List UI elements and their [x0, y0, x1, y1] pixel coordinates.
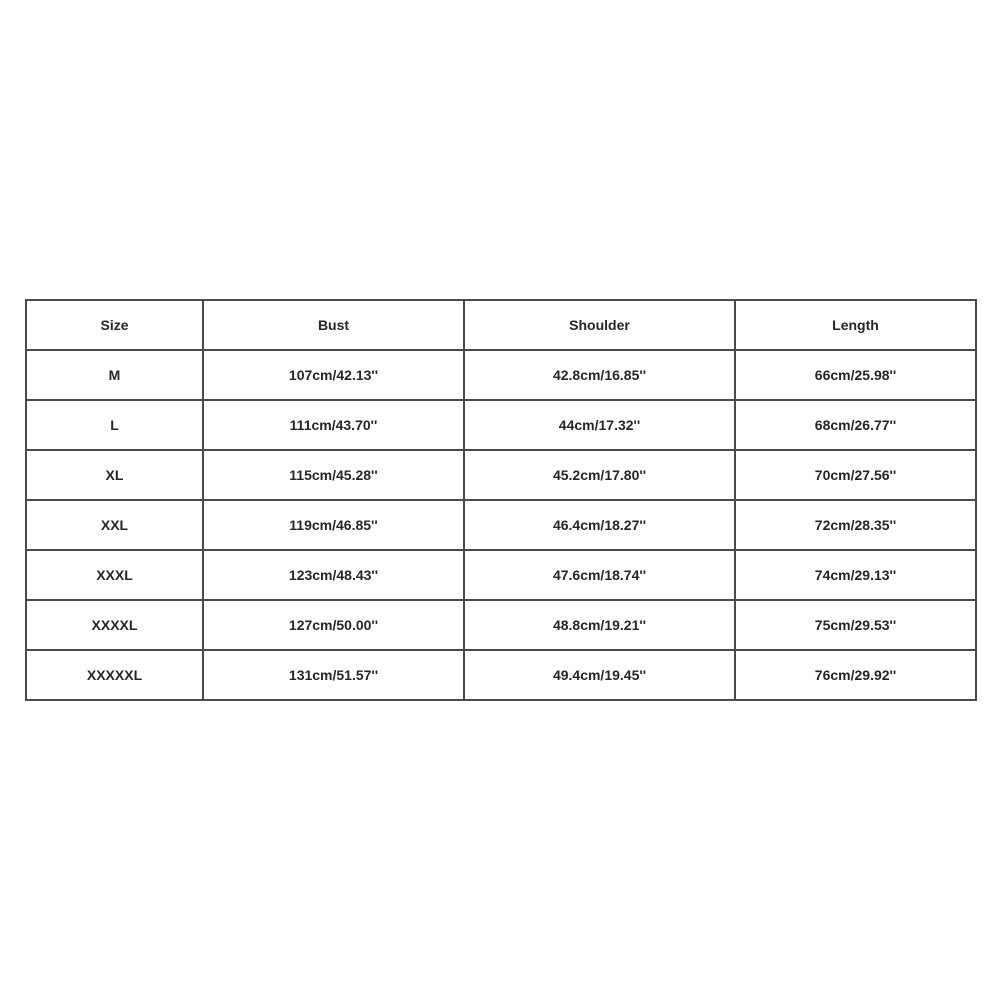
cell-size: XXL — [26, 500, 203, 550]
table-row — [26, 350, 976, 400]
cell-shoulder: 48.8cm/19.21'' — [464, 600, 735, 650]
cell-bust: 115cm/45.28'' — [203, 450, 464, 500]
table-header-row — [26, 300, 976, 350]
cell-size: M — [26, 350, 203, 400]
table-row — [26, 550, 976, 600]
cell-bust: 127cm/50.00'' — [203, 600, 464, 650]
table-row — [26, 400, 976, 450]
table-row — [26, 450, 976, 500]
cell-length: 72cm/28.35'' — [735, 500, 976, 550]
cell-length: 76cm/29.92'' — [735, 650, 976, 700]
header-size: Size — [26, 300, 203, 350]
table-row — [26, 600, 976, 650]
cell-bust: 123cm/48.43'' — [203, 550, 464, 600]
cell-length: 74cm/29.13'' — [735, 550, 976, 600]
cell-shoulder: 46.4cm/18.27'' — [464, 500, 735, 550]
header-shoulder: Shoulder — [464, 300, 735, 350]
table-row — [26, 650, 976, 700]
size-chart-table — [25, 299, 977, 701]
header-length: Length — [735, 300, 976, 350]
header-bust: Bust — [203, 300, 464, 350]
cell-length: 66cm/25.98'' — [735, 350, 976, 400]
cell-size: L — [26, 400, 203, 450]
cell-shoulder: 49.4cm/19.45'' — [464, 650, 735, 700]
cell-shoulder: 44cm/17.32'' — [464, 400, 735, 450]
cell-shoulder: 45.2cm/17.80'' — [464, 450, 735, 500]
cell-size: XXXL — [26, 550, 203, 600]
cell-bust: 111cm/43.70'' — [203, 400, 464, 450]
cell-shoulder: 47.6cm/18.74'' — [464, 550, 735, 600]
cell-size: XL — [26, 450, 203, 500]
cell-bust: 119cm/46.85'' — [203, 500, 464, 550]
cell-length: 70cm/27.56'' — [735, 450, 976, 500]
cell-bust: 131cm/51.57'' — [203, 650, 464, 700]
cell-length: 75cm/29.53'' — [735, 600, 976, 650]
cell-size: XXXXL — [26, 600, 203, 650]
cell-bust: 107cm/42.13'' — [203, 350, 464, 400]
cell-size: XXXXXL — [26, 650, 203, 700]
cell-length: 68cm/26.77'' — [735, 400, 976, 450]
cell-shoulder: 42.8cm/16.85'' — [464, 350, 735, 400]
table-row — [26, 500, 976, 550]
